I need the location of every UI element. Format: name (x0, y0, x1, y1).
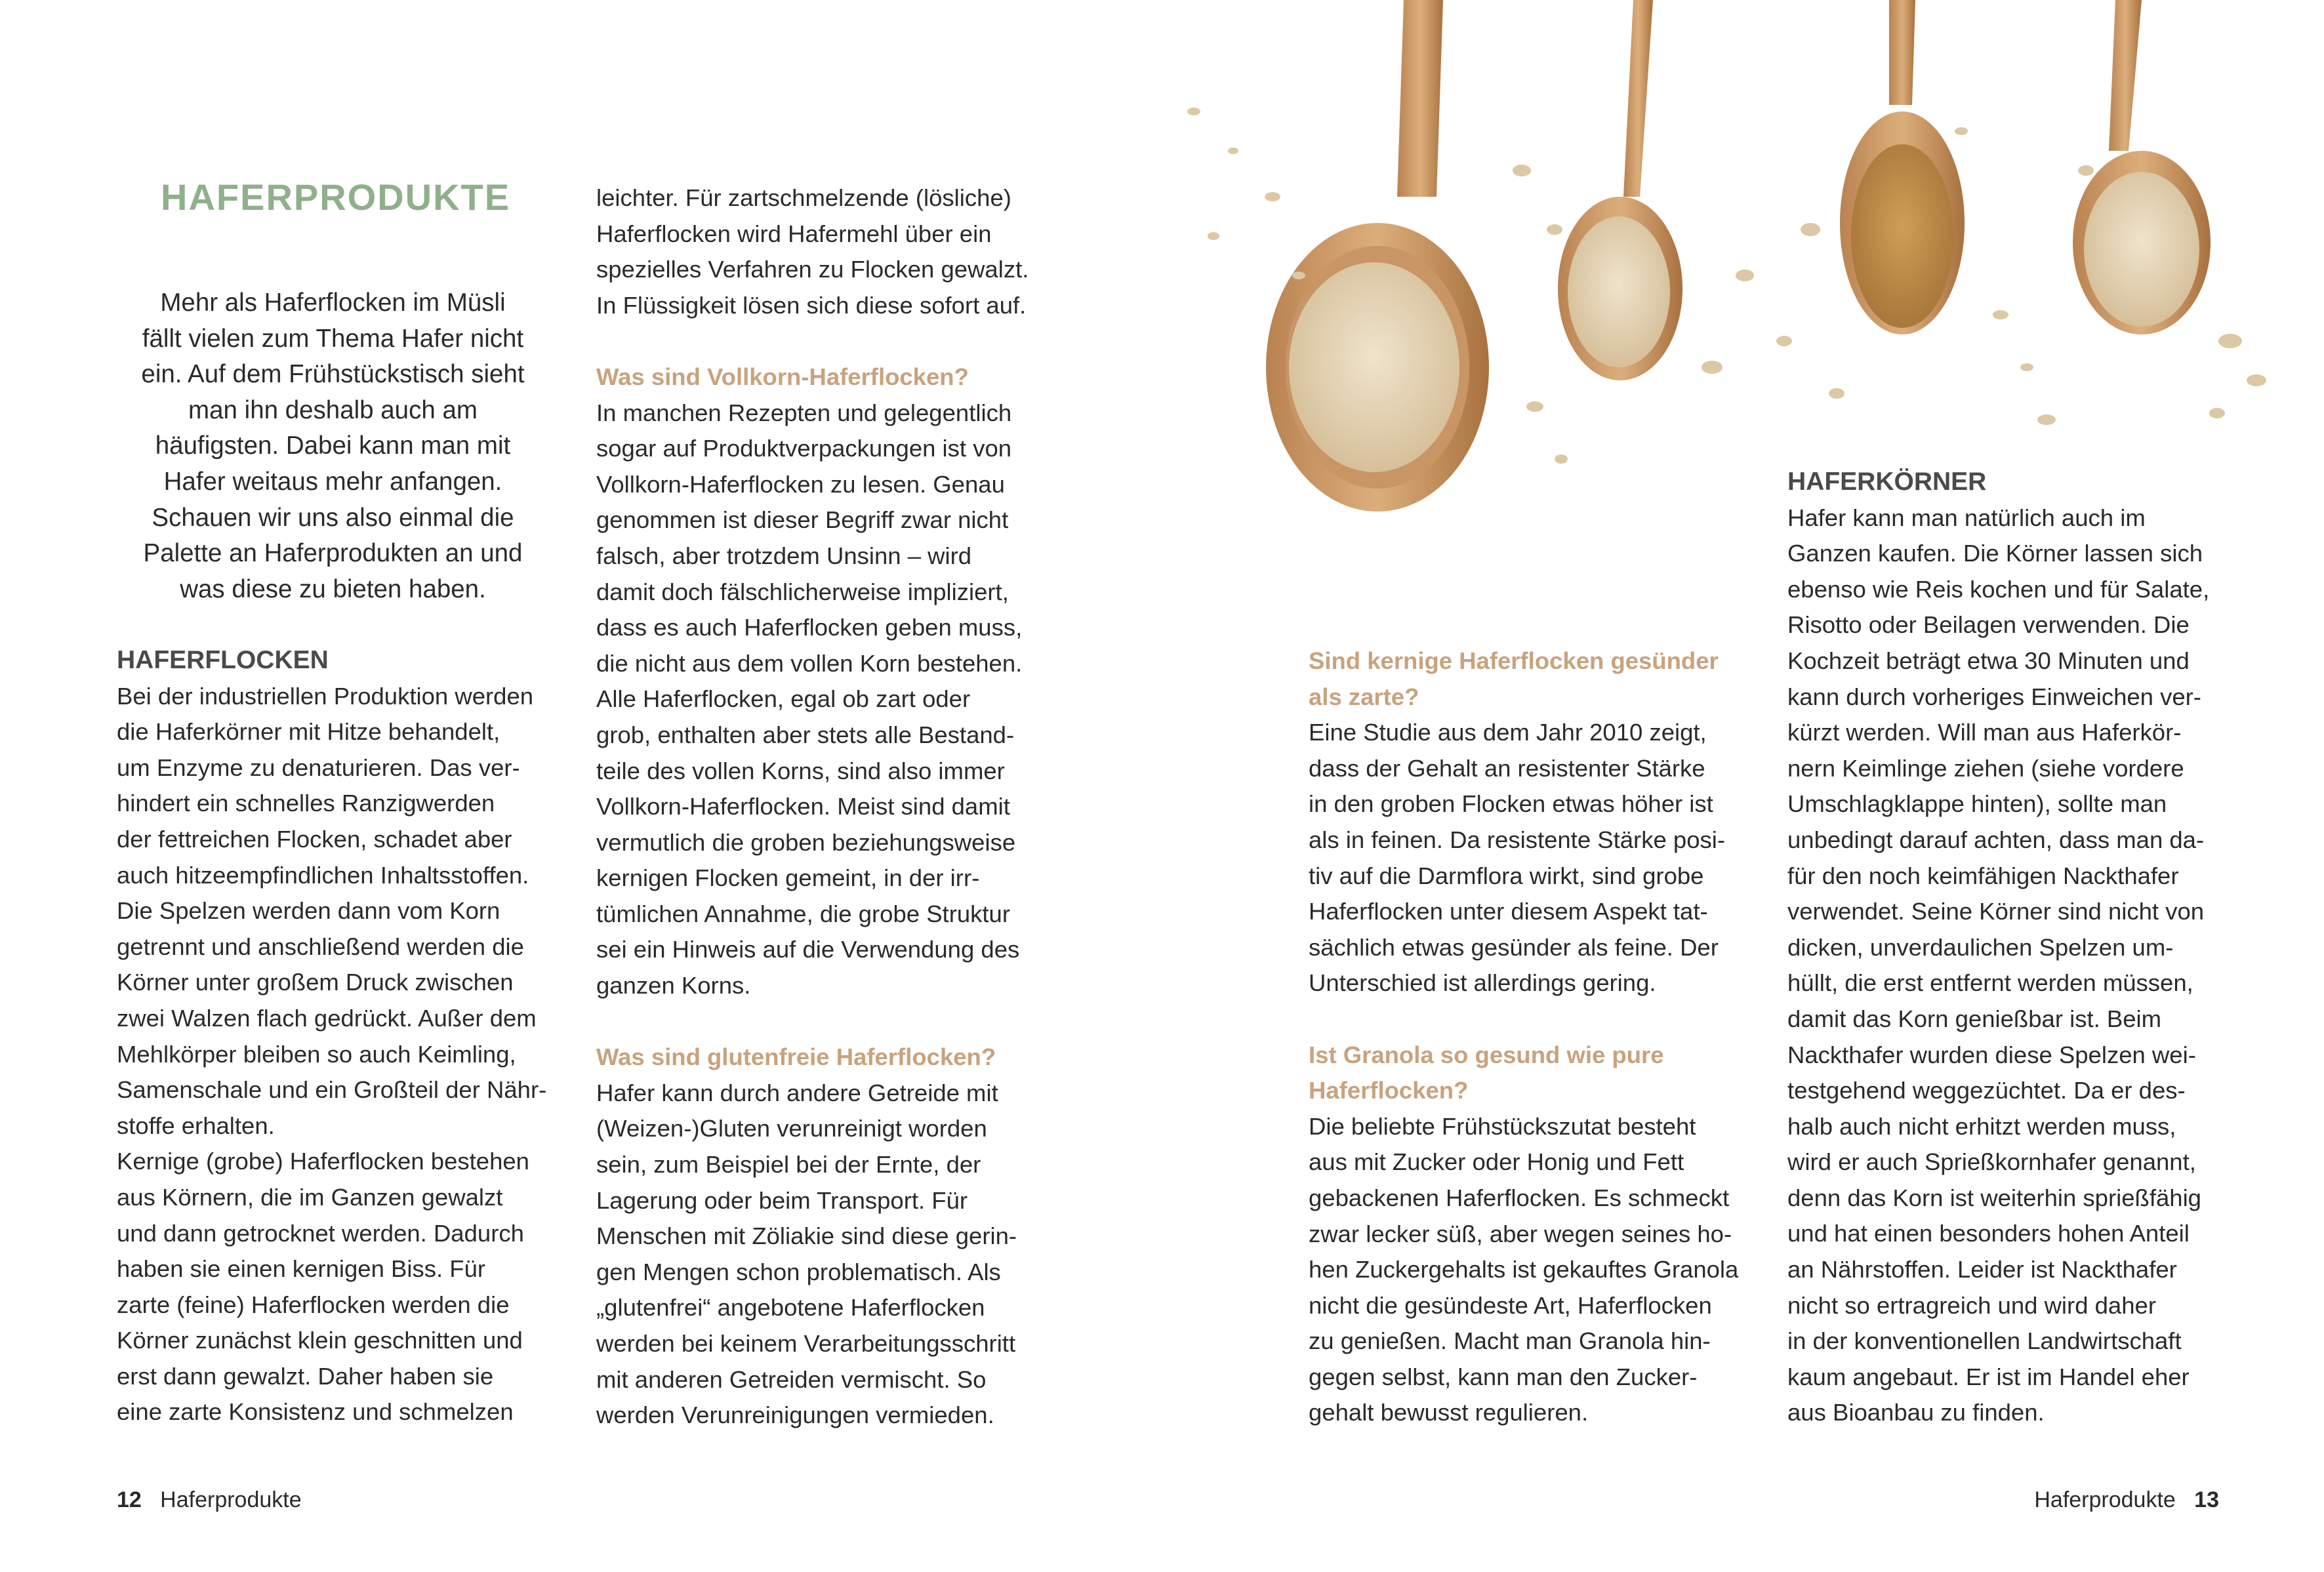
question-heading-granola (1309, 1038, 1768, 1109)
text-line: Menschen mit Zöliakie sind diese gerin- (596, 1222, 1017, 1250)
text-line: Nackthafer wurden diese Spelzen wei- (1787, 1041, 2196, 1068)
text-line: verwendet. Seine Körner sind nicht von (1787, 898, 2205, 925)
column-1 (117, 643, 563, 1430)
running-title-right: Haferprodukte (2034, 1487, 2176, 1512)
spoon-large (1266, 0, 1489, 512)
text-line: Vollkorn-Haferflocken. Meist sind damit (596, 793, 1010, 820)
text-line: Palette an Haferprodukten an und (143, 539, 523, 568)
text-line: halb auch nicht erhitzt werden muss, (1787, 1112, 2176, 1140)
text-line: In manchen Rezepten und gelegentlich (596, 399, 1012, 426)
text-line: unbedingt darauf achten, dass man da- (1787, 826, 2205, 853)
text-line: Die Spelzen werden dann vom Korn (117, 897, 500, 925)
text-line: eine zarte Konsistenz und schmelzen (117, 1398, 514, 1426)
text-line: gegen selbst, kann man den Zucker- (1309, 1363, 1698, 1390)
text-line: (Weizen-)Gluten verunreinigt worden (596, 1115, 987, 1142)
text-line: man ihn deshalb auch am (188, 395, 478, 424)
answer-granola (1309, 1109, 1768, 1431)
text-line: ganzen Korns. (596, 972, 751, 999)
text-line: Bei der industriellen Produktion werden (117, 682, 534, 710)
text-line: denn das Korn ist weiterhin sprießfähig (1787, 1184, 2201, 1211)
text-line: Lagerung oder beim Transport. Für (596, 1186, 968, 1214)
text-line: grob, enthalten aber stets alle Bestand- (596, 721, 1015, 748)
text-line: und hat einen besonders hohen Anteil (1787, 1220, 2190, 1247)
text-line: Sind kernige Haferflocken gesünder (1309, 647, 1719, 674)
text-line: Haferflocken wird Hafermehl über ein (596, 220, 992, 247)
text-line: Körner zunächst klein geschnitten und (117, 1327, 523, 1354)
text-line: ebenso wie Reis kochen und für Salate, (1787, 575, 2210, 603)
text-line: kann durch vorheriges Einweichen ver- (1787, 683, 2201, 710)
text-line: nicht die gesündeste Art, Haferflocken (1309, 1291, 1712, 1319)
text-line: haben sie einen kernigen Biss. Für (117, 1255, 486, 1283)
text-line: als in feinen. Da resistente Stärke posi- (1309, 826, 1726, 853)
text-line: Vollkorn-Haferflocken zu lesen. Genau (596, 470, 1005, 498)
text-line: nicht so ertragreich und wird daher (1787, 1291, 2156, 1319)
text-line: hindert ein schnelles Ranzigwerden (117, 790, 495, 817)
text-line: sächlich etwas gesünder als feine. Der (1309, 933, 1719, 961)
text-line: die Haferkörner mit Hitze behandelt, (117, 718, 500, 746)
text-line: Samenschale und ein Großteil der Nähr- (117, 1076, 547, 1104)
text-line: werden bei keinem Verarbeitungsschritt (596, 1330, 1016, 1357)
text-line: nern Keimlinge ziehen (siehe vordere (1787, 754, 2184, 782)
section-heading-haferflocken: HAFERFLOCKEN (117, 646, 329, 674)
text-line: getrennt und anschließend werden die (117, 933, 524, 960)
text-line: Risotto oder Beilagen verwenden. Die (1787, 611, 2190, 639)
text-line: sei ein Hinweis auf die Verwendung des (596, 936, 1020, 963)
text-line: um Enzyme zu denaturieren. Das ver- (117, 754, 520, 781)
text-line: vermutlich die groben beziehungsweise (596, 828, 1016, 856)
text-line: gehalt bewusst regulieren. (1309, 1399, 1589, 1426)
text-line: teile des vollen Korns, sind also immer (596, 757, 1005, 784)
wooden-spoons-with-oats-photo (1154, 0, 2283, 538)
text-line: dass der Gehalt an resistenter Stärke (1309, 754, 1705, 782)
text-line: stoffe erhalten. (117, 1112, 275, 1139)
text-line: Kochzeit beträgt etwa 30 Minuten und (1787, 647, 2190, 674)
column-3 (1309, 643, 1768, 1431)
text-line: Ist Granola so gesund wie pure (1309, 1041, 1664, 1068)
text-line: leichter. Für zartschmelzende (lösliche) (596, 184, 1011, 211)
spoon-grains (1840, 0, 1965, 334)
text-line: in den groben Flocken etwas höher ist (1309, 790, 1713, 818)
text-line: werden Verunreinigungen vermieden. (596, 1401, 994, 1429)
text-line: Alle Haferflocken, egal ob zart oder (596, 685, 971, 713)
continued-paragraph (596, 180, 1055, 323)
text-line: testgehend weggezüchtet. Da er des- (1787, 1077, 2186, 1104)
text-line: Unterschied ist allerdings gering. (1309, 969, 1656, 997)
text-line: falsch, aber trotzdem Unsinn – wird (596, 542, 972, 569)
text-line: genommen ist dieser Begriff zwar nicht (596, 506, 1009, 534)
text-line: spezielles Verfahren zu Flocken gewalzt. (596, 256, 1029, 283)
page-number-left: 12 (117, 1487, 142, 1512)
text-line: gebackenen Haferflocken. Es schmeckt (1309, 1184, 1730, 1211)
text-line: Hafer weitaus mehr anfangen. (163, 467, 502, 496)
text-line: hüllt, die erst entfernt werden müssen, (1787, 969, 2193, 997)
text-line: Körner unter großem Druck zwischen (117, 969, 514, 996)
text-line: in der konventionellen Landwirtschaft (1787, 1327, 2182, 1355)
running-title-left: Haferprodukte (160, 1487, 302, 1512)
text-line: dass es auch Haferflocken geben muss, (596, 614, 1023, 641)
footer-left (117, 1487, 302, 1513)
text-line: aus Bioanbau zu finden. (1787, 1399, 2045, 1426)
text-line: zwar lecker süß, aber wegen seines ho- (1309, 1220, 1732, 1247)
text-line: dicken, unverdaulichen Spelzen um- (1787, 933, 2174, 961)
text-line: und dann getrocknet werden. Dadurch (117, 1219, 524, 1247)
spoon-medium-oats (1558, 0, 1682, 380)
text-line: kaum angebaut. Er ist im Handel eher (1787, 1363, 2190, 1390)
text-line: Mehr als Haferflocken im Müsli (160, 289, 506, 317)
text-line: fällt vielen zum Thema Hafer nicht (142, 324, 524, 353)
page-title: HAFERPRODUKTE (161, 176, 511, 218)
footer-right (2034, 1487, 2219, 1513)
text-line: hen Zuckergehalts ist gekauftes Granola (1309, 1256, 1739, 1283)
section-heading-haferkoerner: HAFERKÖRNER (1787, 468, 1987, 496)
text-line: zu genießen. Macht man Granola hin- (1309, 1327, 1711, 1355)
text-line: sein, zum Beispiel bei der Ernte, der (596, 1151, 981, 1179)
question-heading-kernig (1309, 643, 1768, 715)
text-line: der fettreichen Flocken, schadet aber (117, 825, 512, 853)
text-line: Die beliebte Frühstückszutat besteht (1309, 1112, 1696, 1140)
column-4 (1787, 464, 2247, 1431)
text-line: was diese zu bieten haben. (180, 574, 486, 603)
text-line: erst dann gewalzt. Daher haben sie (117, 1362, 494, 1390)
text-line: wird er auch Sprießkornhafer genannt, (1787, 1148, 2196, 1176)
text-line: Eine Studie aus dem Jahr 2010 zeigt, (1309, 719, 1707, 746)
text-line: an Nährstoffen. Leider ist Nackthafer (1787, 1256, 2177, 1283)
text-line: aus mit Zucker oder Honig und Fett (1309, 1148, 1684, 1176)
text-line: damit doch fälschlicherweise impliziert, (596, 578, 1009, 605)
text-line: Kernige (grobe) Haferflocken bestehen (117, 1148, 529, 1175)
spoon-small-oats (2073, 0, 2211, 334)
text-line: zwei Walzen flach gedrückt. Außer dem (117, 1004, 537, 1032)
question-heading-glutenfrei: Was sind glutenfreie Haferflocken? (596, 1043, 996, 1071)
text-line: Ganzen kaufen. Die Körner lassen sich (1787, 540, 2203, 567)
text-line: Mehlkörper bleiben so auch Keimling, (117, 1040, 516, 1068)
text-line: kürzt werden. Will man aus Haferkör- (1787, 719, 2182, 746)
text-line: für den noch keimfähigen Nackthafer (1787, 862, 2179, 889)
page-number-right: 13 (2194, 1487, 2219, 1512)
text-line: auch hitzeempfindlichen Inhaltsstoffen. (117, 861, 529, 889)
text-line: Hafer kann man natürlich auch im (1787, 504, 2146, 531)
answer-kernig (1309, 715, 1768, 1001)
text-line: häufigsten. Dabei kann man mit (155, 432, 511, 460)
text-line: Umschlagklappe hinten), sollte man (1787, 790, 2167, 818)
text-line: Schauen wir uns also einmal die (152, 503, 514, 532)
text-line: Haferflocken unter diesem Aspekt tat- (1309, 898, 1708, 925)
text-line: ein. Auf dem Frühstückstisch sieht (141, 360, 525, 389)
text-line: sogar auf Produktverpackungen ist von (596, 435, 1012, 462)
text-line: damit das Korn genießbar ist. Beim (1787, 1005, 2162, 1032)
text-line: aus Körnern, die im Ganzen gewalzt (117, 1183, 503, 1211)
text-line: tümlichen Annahme, die grobe Struktur (596, 900, 1010, 927)
text-line: kernigen Flocken gemeint, in der irr- (596, 864, 980, 892)
intro-paragraph (118, 285, 548, 607)
text-line: „glutenfrei“ angebotene Haferflocken (596, 1294, 985, 1321)
text-line: Hafer kann durch andere Getreide mit (596, 1079, 998, 1106)
text-line: In Flüssigkeit lösen sich diese sofort auf. (596, 291, 1027, 319)
answer-glutenfrei (596, 1076, 1055, 1434)
text-line: die nicht aus dem vollen Korn bestehen. (596, 649, 1023, 677)
text-line: tiv auf die Darmflora wirkt, sind grobe (1309, 862, 1704, 889)
column-2 (596, 180, 1055, 1434)
question-heading-vollkorn: Was sind Vollkorn-Haferflocken? (596, 363, 969, 390)
text-line: als zarte? (1309, 683, 1419, 710)
section-body-haferkoerner (1787, 500, 2247, 1431)
answer-vollkorn (596, 395, 1055, 1004)
text-line: gen Mengen schon problematisch. Als (596, 1258, 1001, 1285)
text-line: Haferflocken? (1309, 1077, 1469, 1104)
text-line: mit anderen Getreiden vermischt. So (596, 1365, 987, 1393)
section-body-haferflocken (117, 679, 563, 1430)
text-line: zarte (feine) Haferflocken werden die (117, 1291, 510, 1318)
